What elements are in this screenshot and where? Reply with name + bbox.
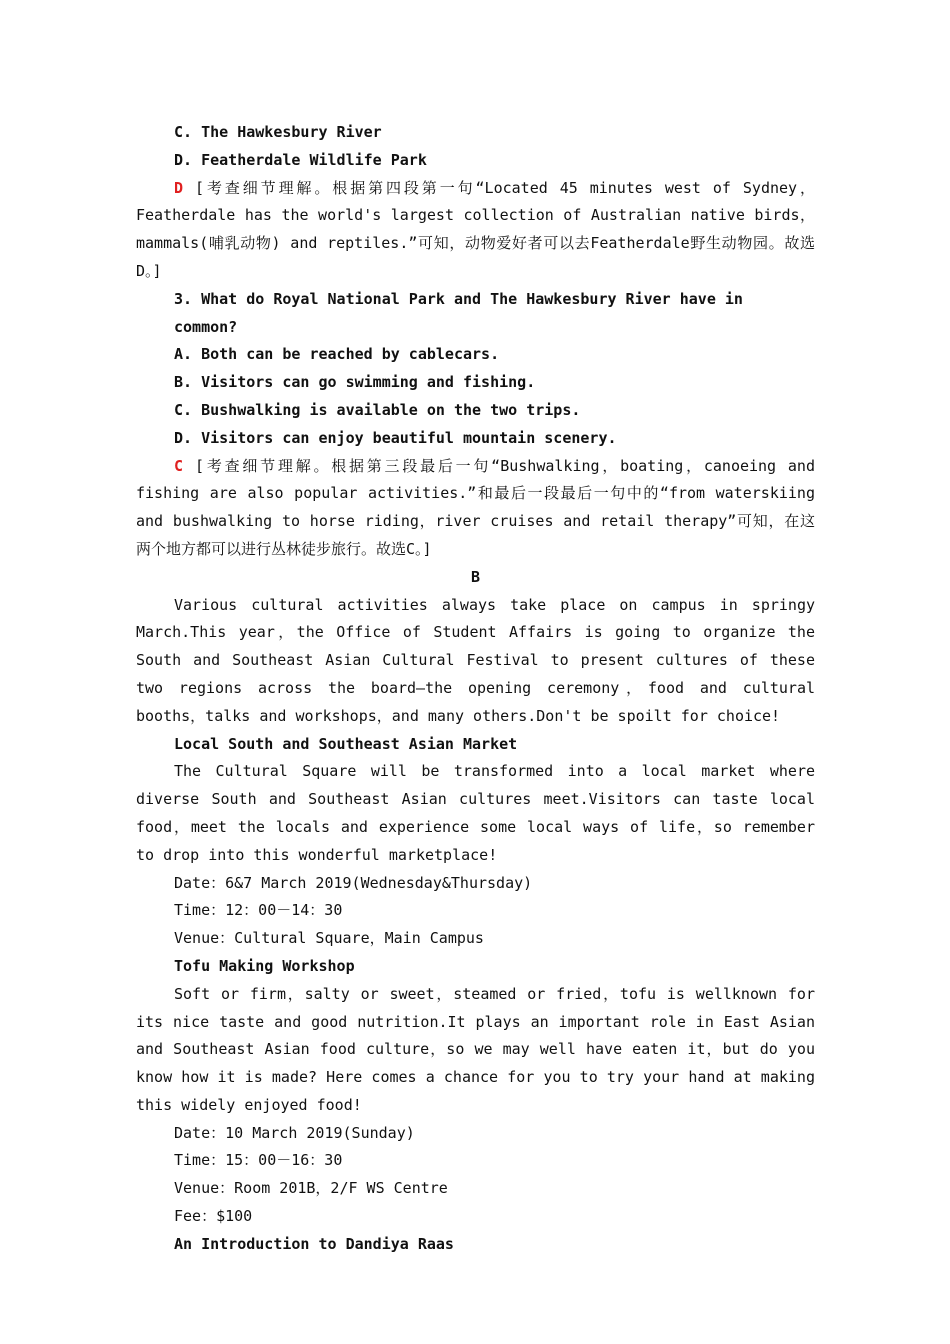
- tofu-venue: Venue：Room 201B，2/F WS Centre: [174, 1179, 448, 1198]
- q3-answer: [136, 453, 815, 564]
- market-venue: Venue：Cultural Square，Main Campus: [174, 929, 484, 948]
- tofu-body: Soft or firm，salty or sweet，steamed or fried，tofu is wellknown for its nice taste and good nutrition.It plays an important role in East Asian and Southeast Asian food culture，so we may well have eaten it，but do you know how it is made? Here comes a chance for you to try your hand at making this widely enjoyed food!: [136, 984, 815, 1114]
- q3-option-c: C. Bushwalking is available on the two trips.: [174, 400, 581, 419]
- q2-answer-explanation: [考查细节理解。根据第四段第一句“Located 45 minutes west of Sydney，Featherdale has the world's largest collection of Australian native birds，mammals(哺乳动物) and reptiles.”可知，动物爱好者可以去Featherdale野生动物园。故选D。]: [136, 178, 815, 280]
- q3-answer-explanation: [考查细节理解。根据第三段最后一句“Bushwalking，boating，canoeing and fishing are also popular activities.”和最后一段最后一句中的“from waterskiing and bushwalking to horse riding，river cruises and retail therapy”可知，在这两个地方都可以进行丛林徒步旅行。故选C。]: [136, 456, 815, 558]
- tofu-time: Time：15：00－16：30: [174, 1151, 343, 1170]
- document-page: [136, 119, 815, 1259]
- q2-option-c: C. The Hawkesbury River: [174, 123, 382, 141]
- tofu-title: Tofu Making Workshop: [174, 956, 355, 975]
- section-b-intro: Various cultural activities always take place on campus in springy March.This year，the Office of Student Affairs is going to organize the South and Southeast Asian Cultural Festival to present cultures of these two regions across the board—the opening ceremony，food and cultural booths，talks and workshops，and many others.Don't be spoilt for choice!: [136, 595, 815, 725]
- tofu-fee: Fee：$100: [174, 1207, 253, 1226]
- q3-question: 3. What do Royal National Park and The Hawkesbury River have in common?: [174, 289, 743, 336]
- q3-answer-letter: C: [174, 456, 184, 475]
- dandiya-title: An Introduction to Dandiya Raas: [174, 1234, 454, 1253]
- market-title: Local South and Southeast Asian Market: [174, 734, 518, 753]
- q2-option-d: D. Featherdale Wildlife Park: [174, 150, 427, 169]
- market-date: Date：6&7 March 2019(Wednesday&Thursday): [174, 873, 533, 892]
- q3-option-b: B. Visitors can go swimming and fishing.: [174, 373, 536, 392]
- q3-option-d: D. Visitors can enjoy beautiful mountain scenery.: [174, 428, 617, 447]
- q3-option-a: A. Both can be reached by cablecars.: [174, 345, 500, 364]
- tofu-date: Date：10 March 2019(Sunday): [174, 1123, 415, 1142]
- market-body: The Cultural Square will be transformed into a local market where diverse South and Southeast Asian cultures meet.Visitors can taste local food，meet the locals and experience some local ways of life，so remember to drop into this wonderful marketplace!: [136, 762, 815, 864]
- section-b-heading: B: [470, 567, 481, 586]
- q2-answer: [136, 175, 815, 286]
- market-time: Time：12：00－14：30: [174, 901, 343, 920]
- q2-answer-letter: D: [174, 178, 184, 197]
